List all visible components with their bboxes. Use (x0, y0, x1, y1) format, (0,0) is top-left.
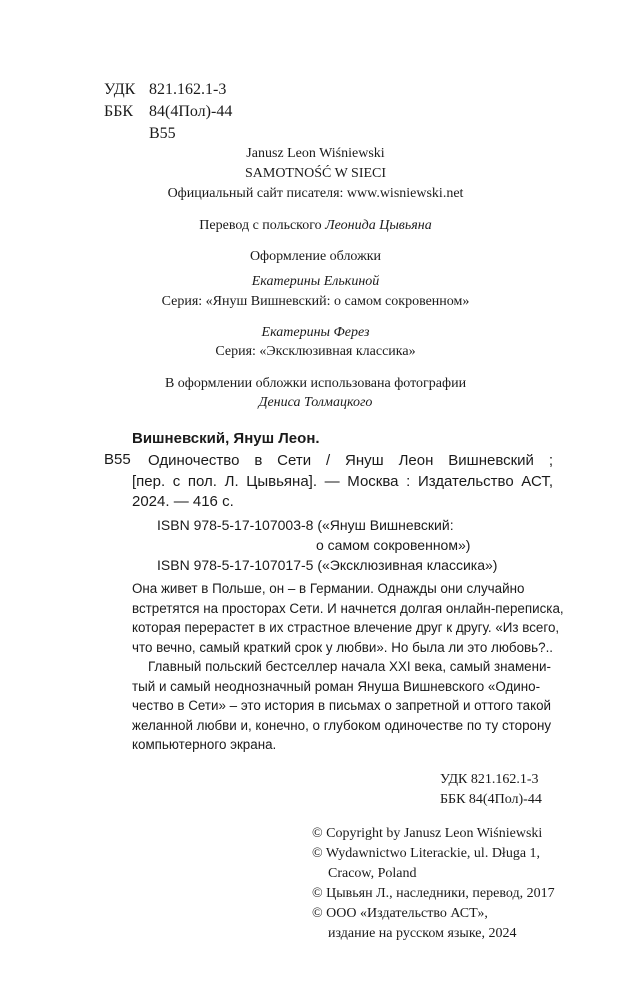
catalog-desc-line-2: [пер. с пол. Л. Цывьяна]. — Москва : Издательство АСТ, (132, 473, 553, 490)
copyright-line-5: © ООО «Издательство АСТ», (312, 906, 488, 921)
footer-bbk: ББК 84(4Пол)-44 (440, 792, 542, 807)
annotation-p2-line-4: желанной любви и, конечно, о глубоком одиночестве по ту сторону (132, 718, 552, 733)
annotation-p2-line-1: Главный польский бестселлер начала XXI века, самый знамени- (148, 659, 551, 674)
copyright-line-3: Cracow, Poland (328, 866, 417, 881)
cover-design-heading: Оформление обложки (249, 249, 382, 264)
annotation-p2-line-2: тый и самый неоднозначный роман Януша Вишневского «Одино- (132, 679, 541, 694)
bbk-label: ББК (104, 103, 134, 120)
annotation-p2-line-5: компьютерного экрана. (132, 737, 277, 752)
annotation-p1-line-2: встретятся на просторах Сети. И начнется долгая онлайн-переписка, (132, 601, 564, 616)
copyright-line-1: © Copyright by Janusz Leon Wiśniewski (312, 826, 543, 841)
annotation-p2-line-3: чество в Сети» – это история в письмах о запретной и оттого такой (132, 698, 552, 713)
catalog-mark: В55 (104, 451, 131, 468)
translator-name: Леонида Цывьяна (325, 218, 432, 233)
udk-label: УДК (104, 81, 136, 98)
isbn-1-cont: о самом сокровенном») (316, 537, 471, 553)
author-website: Официальный сайт писателя: www.wisniewski.net (167, 186, 464, 201)
isbn-1: ISBN 978-5-17-107003-8 («Януш Вишневский: (157, 517, 454, 533)
cover-designer-1: Екатерины Елькиной (251, 274, 380, 289)
footer-udk: УДК 821.162.1-3 (440, 772, 539, 787)
copyright-line-6: издание на русском языке, 2024 (328, 926, 517, 941)
catalog-desc-line-3: 2024. — 416 с. (132, 493, 234, 510)
author-mark: В55 (149, 125, 176, 142)
copyright-line-4: © Цывьян Л., наследники, перевод, 2017 (312, 886, 555, 901)
catalog-desc-line-1: Одиночество в Сети / Януш Леон Вишневский ; (148, 452, 553, 469)
annotation-p1-line-3: которая перерастет в их страстное влечение друг к другу. «Из всего, (132, 620, 560, 635)
bbk-value: 84(4Пол)-44 (149, 103, 233, 120)
isbn-2: ISBN 978-5-17-107017-5 («Эксклюзивная классика») (157, 557, 498, 573)
catalog-heading: Вишневский, Януш Леон. (132, 430, 320, 447)
series-2: Серия: «Эксклюзивная классика» (215, 344, 416, 359)
translation-credit (0, 219, 631, 233)
translation-prefix: Перевод с польского (199, 218, 326, 233)
annotation-p1-line-1: Она живет в Польше, он – в Германии. Однажды они случайно (132, 581, 525, 596)
series-1: Серия: «Януш Вишневский: о самом сокровенном» (161, 294, 470, 309)
photo-note: В оформлении обложки использована фотографии (164, 376, 467, 391)
copyright-line-2: © Wydawnictwo Literackie, ul. Długa 1, (312, 846, 541, 861)
original-title: SAMOTNOŚĆ W SIECI (244, 166, 387, 181)
photographer: Дениса Толмацкого (258, 395, 373, 410)
udk-value: 821.162.1-3 (149, 81, 227, 98)
annotation-p1-line-4: что вечно, самый краткий срок у любви». Но была ли это любовь?.. (132, 640, 554, 655)
original-author: Janusz Leon Wiśniewski (246, 146, 385, 161)
cover-designer-2: Екатерины Ферез (261, 325, 370, 340)
